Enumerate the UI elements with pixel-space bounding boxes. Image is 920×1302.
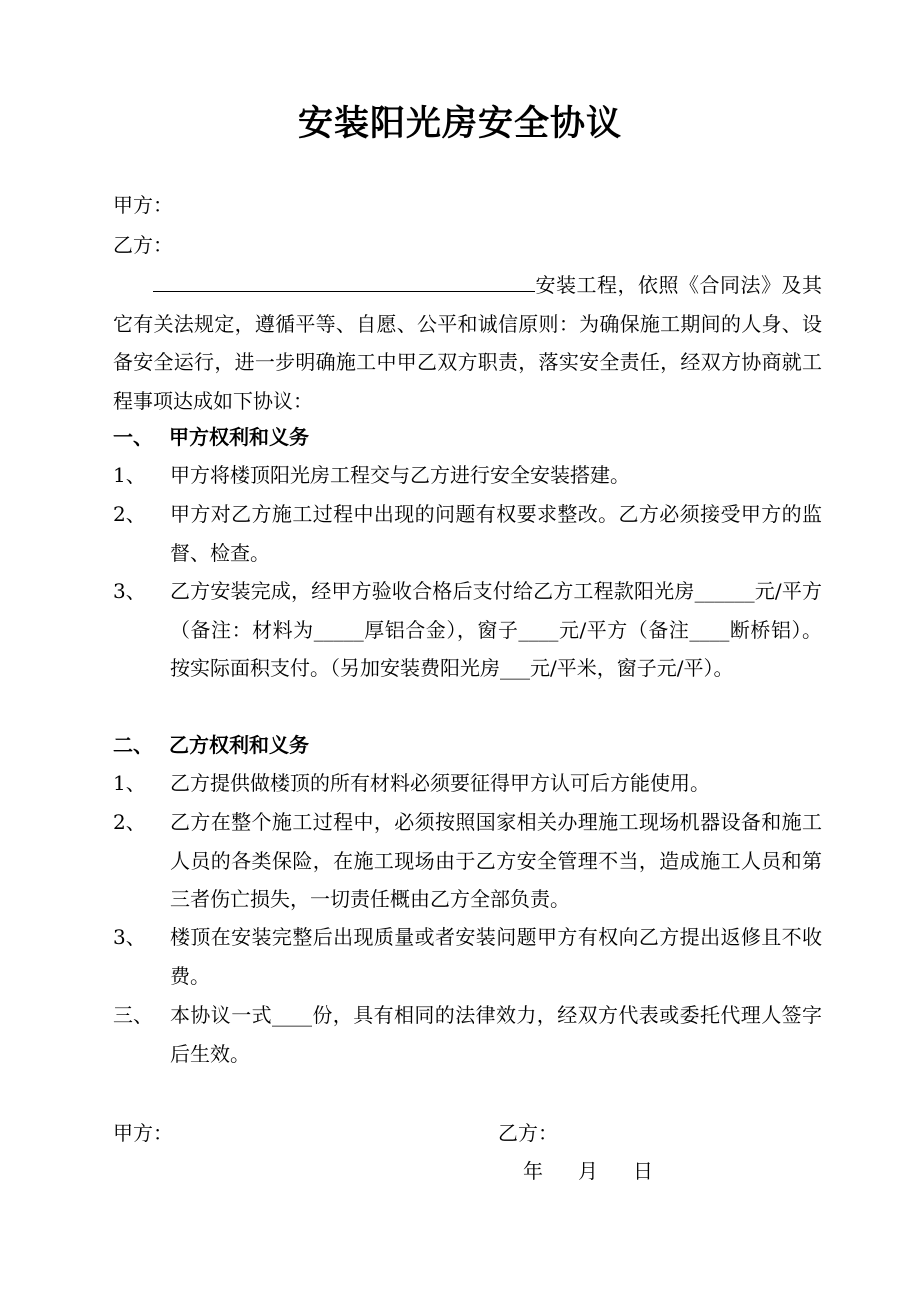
thickness-blank: _____ — [313, 617, 364, 642]
section-2-item-2 — [113, 803, 822, 919]
item-number: 3、 — [113, 925, 146, 949]
item-number: 1、 — [113, 771, 146, 795]
item-text: 乙方提供做楼顶的所有材料必须要征得甲方认可后方能使用。 — [170, 771, 710, 795]
item-text: 甲方将楼顶阳光房工程交与乙方进行安全安装搭建。 — [170, 463, 630, 487]
item-text: 甲方对乙方施工过程中出现的问题有权要求整改。乙方必须接受甲方的监督、检查。 — [170, 502, 822, 565]
section-1-item-2 — [113, 495, 822, 572]
section-2-item-3 — [113, 918, 822, 995]
item-text-part: 元/平方（备注 — [558, 617, 690, 642]
item-text — [170, 572, 822, 688]
section-3-number: 三、 — [113, 1003, 153, 1027]
item-text: 乙方在整个施工过程中，必须按照国家相关办理施工现场机器设备和施工人员的各类保险，在施工现场由于乙方安全管理不当，造成施工人员和第三者伤亡损失，一切责任概由乙方全部负责。 — [170, 810, 822, 911]
section-1-item-1 — [113, 456, 822, 495]
item-text-part: 份，具有相同的法律效力，经双方代表或委托代理人签字后生效。 — [170, 1003, 822, 1066]
section-1-heading — [113, 418, 309, 456]
copies-blank: ____ — [272, 1003, 312, 1027]
signature-party-a: 甲方： — [113, 1121, 173, 1145]
section-1-number: 一、 — [113, 425, 153, 449]
section-3-text — [170, 996, 822, 1073]
section-2-title: 乙方权利和义务 — [169, 733, 309, 757]
intro-paragraph — [113, 266, 822, 420]
date-day: 日 — [633, 1159, 653, 1183]
date-month: 月 — [578, 1159, 598, 1183]
intro-text: 安装工程，依照《合同法》及其它有关法规定，遵循平等、自愿、公平和诚信原则：为确保施工期间的人身、设备安全运行，进一步明确施工中甲乙双方职责，落实安全责任，经双方协商就工程事项达成如下协议： — [113, 273, 822, 413]
item-text: 楼顶在安装完整后出现质量或者安装问题甲方有权向乙方提出返修且不收费。 — [170, 925, 822, 988]
item-number: 2、 — [113, 810, 146, 834]
item-text-part: 断桥铝）。按实际面积支付。（另加安装费阳光房 — [170, 617, 823, 680]
price-blank-sunroom: ______ — [694, 579, 755, 603]
project-name-blank — [153, 270, 535, 292]
item-number: 3、 — [113, 579, 146, 603]
section-2-number: 二、 — [113, 733, 153, 757]
item-text-part: 元/平方（备注：材料为 — [170, 579, 823, 642]
signature-party-b: 乙方： — [498, 1121, 558, 1145]
section-1-title: 甲方权利和义务 — [169, 425, 309, 449]
section-1-item-3 — [113, 572, 822, 688]
item-number: 1、 — [113, 463, 146, 487]
item-text-part: 元/平米，窗子元/平）。 — [530, 656, 734, 680]
item-text-part: 乙方安装完成，经甲方验收合格后支付给乙方工程款阳光房 — [170, 579, 695, 603]
price-blank-window: ____ — [518, 617, 559, 642]
section-3 — [113, 996, 822, 1073]
item-text-part: 厚铝合金），窗子 — [363, 617, 519, 642]
note-blank: ____ — [689, 617, 730, 642]
section-2-item-1 — [113, 764, 822, 803]
section-2-heading — [113, 726, 309, 764]
item-number: 2、 — [113, 502, 146, 526]
item-text-part: 本协议一式 — [170, 1003, 272, 1027]
document-title: 安装阳光房安全协议 — [297, 103, 622, 144]
party-b-line: 乙方： — [113, 233, 173, 257]
party-a-line: 甲方： — [113, 193, 173, 217]
install-fee-blank: ___ — [500, 656, 530, 680]
date-year: 年 — [523, 1159, 543, 1183]
